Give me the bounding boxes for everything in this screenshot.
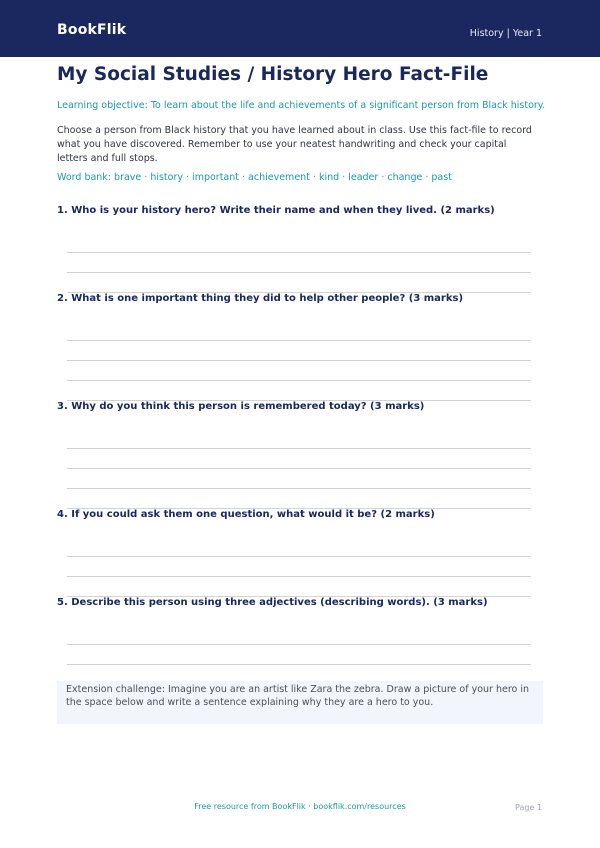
- instructions: Choose a person from Black history that you have learned about in class. Use this fact-file to record what you have discovered. Remember to use your neatest handwriting and check your capital letters and full stops.: [57, 125, 532, 164]
- learning-objective: Learning objective: To learn about the life and achievements of a significant person from Black history.: [57, 100, 546, 111]
- page-number: Page 1: [515, 803, 542, 812]
- answer-line[interactable]: [67, 664, 531, 665]
- question-5: 5. Describe this person using three adjectives (describing words). (3 marks): [57, 597, 488, 608]
- answer-line[interactable]: [67, 340, 531, 341]
- answer-line[interactable]: [67, 448, 531, 449]
- brand-logo: BookFlik: [57, 22, 127, 38]
- answer-line[interactable]: [67, 468, 531, 469]
- question-1: 1. Who is your history hero? Write their name and when they lived. (2 marks): [57, 205, 495, 216]
- question-3: 3. Why do you think this person is remembered today? (3 marks): [57, 401, 425, 412]
- question-4: 4. If you could ask them one question, what would it be? (2 marks): [57, 509, 435, 520]
- answer-line[interactable]: [67, 644, 531, 645]
- answer-line[interactable]: [67, 556, 531, 557]
- answer-line[interactable]: [67, 576, 531, 577]
- answer-line[interactable]: [67, 488, 531, 489]
- subject-year-label: History | Year 1: [469, 28, 542, 39]
- answer-line[interactable]: [67, 272, 531, 273]
- answer-line[interactable]: [67, 360, 531, 361]
- footer-credit: Free resource from BookFlik · bookflik.com/resources: [194, 802, 406, 811]
- word-bank: Word bank: brave · history · important · achievement · kind · leader · change · past: [57, 172, 452, 183]
- answer-line[interactable]: [67, 252, 531, 253]
- extension-challenge-text: Extension challenge: Imagine you are an artist like Zara the zebra. Draw a picture of your hero in the space below and write a sentence explaining why they are a hero to you.: [66, 684, 530, 708]
- answer-line[interactable]: [67, 380, 531, 381]
- page-header: [0, 0, 600, 57]
- question-2: 2. What is one important thing they did to help other people? (3 marks): [57, 293, 464, 304]
- page-title: My Social Studies / History Hero Fact-File: [57, 64, 489, 85]
- extension-challenge-box: [57, 681, 543, 724]
